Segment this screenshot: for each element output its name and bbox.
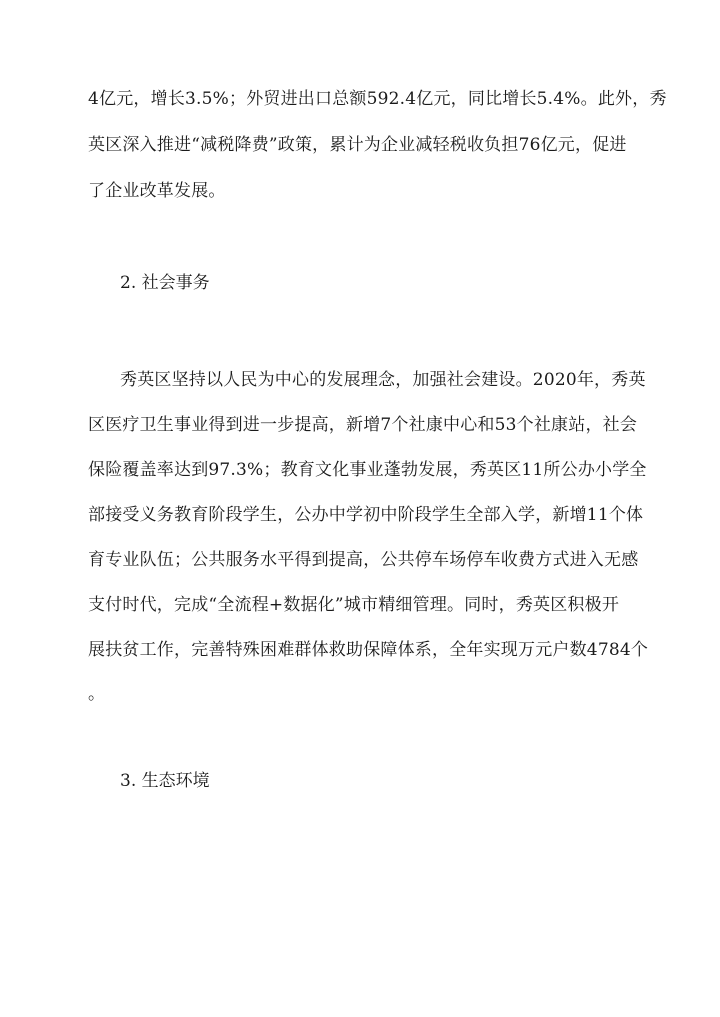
paragraph-2-line-4: 部接受义务教育阶段学生，公办中学初中阶段学生全部入学，新增11个体 bbox=[88, 505, 644, 525]
paragraph-1-line-1: 4亿元，增长3.5%；外贸进出口总额592.4亿元，同比增长5.4%。此外，秀 bbox=[88, 89, 667, 109]
section-3-heading: 3. 生态环境 bbox=[120, 771, 210, 791]
section-2-heading: 2. 社会事务 bbox=[120, 273, 210, 293]
paragraph-2-line-1: 秀英区坚持以人民为中心的发展理念，加强社会建设。2020年，秀英 bbox=[120, 370, 646, 390]
paragraph-2-line-8: 。 bbox=[88, 684, 106, 704]
paragraph-2-line-6: 支付时代，完成“全流程+数据化”城市精细管理。同时，秀英区积极开 bbox=[88, 595, 620, 615]
paragraph-1-line-2: 英区深入推进“减税降费”政策，累计为企业减轻税收负担76亿元，促进 bbox=[88, 135, 627, 155]
paragraph-2-line-5: 育专业队伍；公共服务水平得到提高，公共停车场停车收费方式进入无感 bbox=[88, 550, 639, 570]
paragraph-1-line-3: 了企业改革发展。 bbox=[88, 181, 226, 201]
paragraph-2-line-7: 展扶贫工作，完善特殊困难群体救助保障体系，全年实现万元户数4784个 bbox=[88, 640, 649, 660]
paragraph-2-line-3: 保险覆盖率达到97.3%；教育文化事业蓬勃发展，秀英区11所公办小学全 bbox=[88, 460, 647, 480]
paragraph-2-line-2: 区医疗卫生事业得到进一步提高，新增7个社康中心和53个社康站，社会 bbox=[88, 415, 638, 435]
